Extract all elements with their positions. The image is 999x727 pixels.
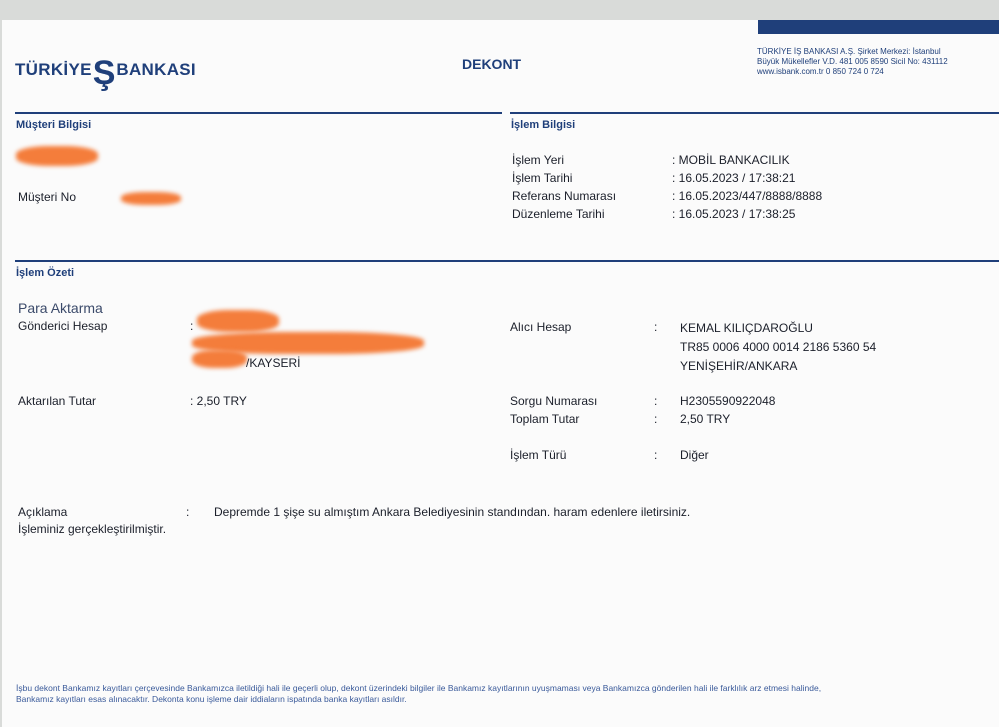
transaction-value: : 16.05.2023 / 17:38:21 bbox=[672, 171, 796, 185]
company-line: Büyük Mükellefler V.D. 481 005 8590 Sicil No: 431112 bbox=[757, 57, 948, 66]
receiver-name: KEMAL KILIÇDAROĞLU bbox=[680, 321, 813, 335]
total-value: 2,50 TRY bbox=[680, 412, 731, 426]
bank-logo bbox=[15, 54, 196, 93]
customer-no-label: Müşteri No bbox=[18, 190, 77, 204]
receiver-iban: TR85 0006 4000 0014 2186 5360 54 bbox=[680, 340, 877, 354]
redaction-mark bbox=[121, 192, 181, 205]
sender-label: Gönderici Hesap bbox=[18, 319, 108, 333]
query-label: Sorgu Numarası bbox=[510, 394, 598, 408]
company-line: TÜRKİYE İŞ BANKASI A.Ş. Şirket Merkezi: İstanbul bbox=[757, 47, 941, 56]
transaction-label: Referans Numarası bbox=[512, 189, 617, 203]
query-value: H2305590922048 bbox=[680, 394, 776, 408]
receiver-details bbox=[680, 319, 876, 376]
amount-value: : 2,50 TRY bbox=[190, 394, 247, 408]
doc-title: DEKONT bbox=[462, 56, 522, 72]
total-label: Toplam Tutar bbox=[510, 412, 580, 426]
company-line: www.isbank.com.tr 0 850 724 0 724 bbox=[757, 67, 884, 76]
customer-section-title: Müşteri Bilgisi bbox=[16, 119, 92, 131]
summary-section-title: İşlem Özeti bbox=[16, 267, 75, 279]
description-colon: : bbox=[186, 505, 190, 519]
transaction-value: : MOBİL BANKACILIK bbox=[672, 153, 790, 167]
transaction-label: İşlem Yeri bbox=[512, 153, 565, 167]
type-value: Diğer bbox=[680, 448, 709, 462]
legal-footer bbox=[16, 683, 821, 705]
logo-mark: Ş bbox=[92, 54, 116, 92]
footer-line: Bankamız kayıtları esas alınacaktır. Dekonta konu işleme dair iddiaların ispatında banka kayıtları asıldır. bbox=[16, 694, 407, 704]
total-colon: : bbox=[654, 412, 658, 426]
receiver-colon: : bbox=[654, 320, 658, 334]
type-label: İşlem Türü bbox=[510, 448, 567, 462]
receiver-branch: YENİŞEHİR/ANKARA bbox=[680, 359, 798, 373]
transaction-section-line bbox=[510, 112, 999, 114]
description-label: Açıklama bbox=[18, 505, 68, 519]
transaction-values bbox=[672, 151, 822, 223]
logo-text-right: BANKASI bbox=[116, 60, 196, 79]
footer-line: İşbu dekont Bankamız kayıtları çerçevesinde Bankamızca iletildiği hali ile geçerli olup, dekont üzerindeki bilgiler ile Bankamız kayıtlarının uyuşmaması veya Bankamızca gönderilen hali ile farklılık arz etmesi halinde, bbox=[16, 683, 822, 693]
company-info bbox=[757, 47, 948, 77]
summary-section-line bbox=[15, 260, 999, 262]
amount-label: Aktarılan Tutar bbox=[18, 394, 97, 408]
description-text: Depremde 1 şişe su almıştım Ankara Belediyesinin standından. haram edenlere iletirsiniz. bbox=[214, 505, 691, 519]
transfer-type: Para Aktarma bbox=[18, 300, 103, 316]
logo-text-left: TÜRKİYE bbox=[15, 60, 92, 79]
customer-section-line bbox=[15, 112, 502, 114]
redaction-mark bbox=[197, 310, 279, 332]
receiver-label: Alıcı Hesap bbox=[510, 320, 572, 334]
transaction-label: Düzenleme Tarihi bbox=[512, 207, 605, 221]
header-accent-bar bbox=[758, 20, 999, 34]
transaction-value: : 16.05.2023 / 17:38:25 bbox=[672, 207, 796, 221]
result-message: İşleminiz gerçekleştirilmiştir. bbox=[18, 522, 167, 536]
type-colon: : bbox=[654, 448, 658, 462]
transaction-label: İşlem Tarihi bbox=[512, 171, 573, 185]
transaction-section-title: İşlem Bilgisi bbox=[511, 119, 576, 131]
sender-colon: : bbox=[190, 319, 194, 333]
receipt-page bbox=[2, 20, 999, 727]
transaction-labels bbox=[512, 151, 616, 223]
query-colon: : bbox=[654, 394, 658, 408]
sender-city: /KAYSERİ bbox=[246, 356, 301, 370]
redaction-mark bbox=[16, 146, 98, 166]
redaction-mark bbox=[192, 350, 247, 368]
transaction-value: : 16.05.2023/447/8888/8888 bbox=[672, 189, 823, 203]
